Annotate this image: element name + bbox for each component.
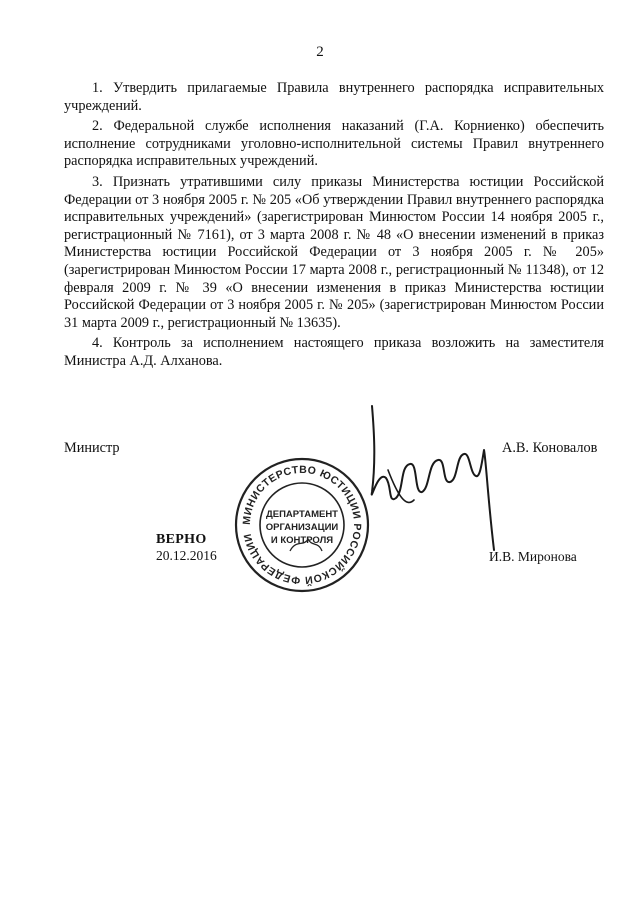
paragraph-4: 4. Контроль за исполнением настоящего приказа возложить на заместителя Министра А.Д. Алханова. [64,335,604,369]
paragraph-1: 1. Утвердить прилагаемые Правила внутреннего распорядка исправительных учреждений. [64,80,604,114]
paragraph-3: 3. Признать утратившими силу приказы Министерства юстиции Российской Федерации от 3 ноября 2005 г. № 205 «Об утверждении Правил внутреннего распорядка исправительных учреждений» (зарегистрирован Минюстом России 14 ноября 2005 г., регистрационный № 7161), от 3 марта 2008 г. № 48 «О внесении изменений в приказ Министерства юстиции Российской Федерации от 3 ноября 2005 г. № 205» (зарегистрирован Минюстом России 17 марта 2008 г., регистрационный № 11348), от 12 февраля 2009 г. № 39 «О внесении изменения в приказ Министерства юстиции Российской Федерации от 3 ноября 2005 г. № 205» (зарегистрирован Минюстом России 31 марта 2009 г., регистрационный № 13635). [64,173,604,331]
paragraph-2: 2. Федеральной службе исполнения наказаний (Г.А. Корниенко) обеспечить исполнение сотрудниками уголовно-исполнительной системы Правил внутреннего распорядка исправительных учреждений. [64,118,604,170]
stamp-inner-line-2: ОРГАНИЗАЦИИ [265,522,339,533]
signer-name: А.В. Коновалов [502,440,598,456]
handwritten-signature [358,400,508,560]
stamp-inner-line-3: И КОНТРОЛЯ [270,535,334,546]
certifier-name: И.В. Миронова [489,549,577,564]
stamp-inner-line-1: ДЕПАРТАМЕНТ [266,509,338,520]
verified-label: ВЕРНО [156,532,207,547]
certification-date: 20.12.2016 [156,548,217,563]
position-title: Министр [64,440,120,456]
stamp-outer-text: МИНИСТЕРСТВО ЮСТИЦИИ РОССИЙСКОЙ ФЕДЕРАЦИИ [240,463,364,587]
page-number: 2 [316,44,324,60]
order-body [64,80,604,371]
department-stamp [232,455,372,595]
